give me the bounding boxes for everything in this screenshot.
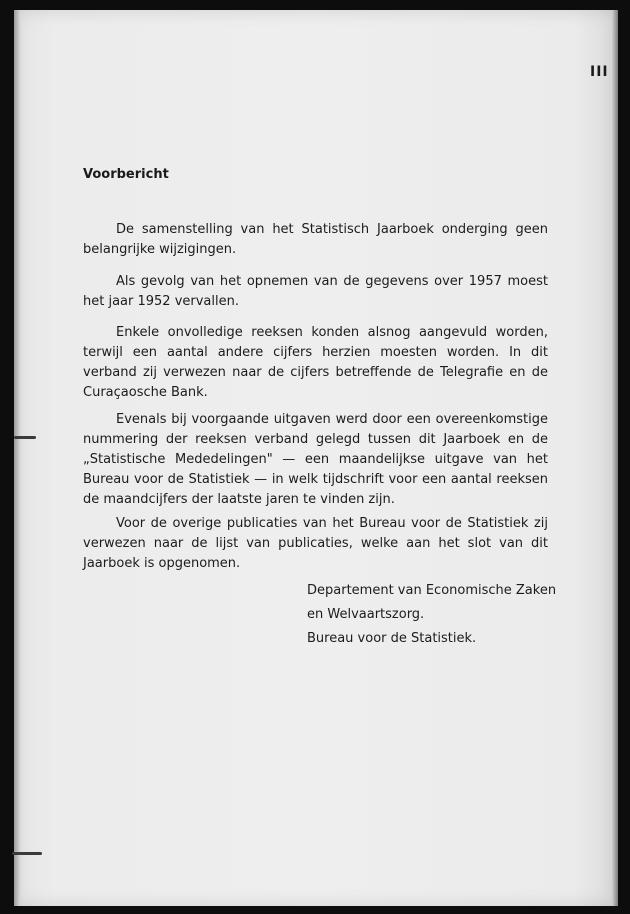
paragraph-1 [83,220,548,260]
paragraph-text: Enkele onvolledige reeksen konden alsnog aangevuld worden, terwijl een aantal andere cijfers herzien moesten worden. In dit verband zij verwezen naar de cijfers betreffende de Telegrafie en de Curaçaosche Bank. [83,325,548,400]
paragraph-text: De samenstelling van het Statistisch Jaarboek onderging geen belangrijke wijzigingen. [83,222,548,257]
paragraph-text: Evenals bij voorgaande uitgaven werd door een overeenkomstige nummering der reeksen verband gelegd tussen dit Jaarboek en de „Statistische Mededelingen" — een maandelijkse uitgave van het Bureau voor de Statistiek — in welk tijdschrift voor een aantal reeksen de maandcijfers der laatste jaren te vinden zijn. [83,412,548,507]
paragraph-3 [83,323,548,403]
signature-line: en Welvaartszorg. [307,607,425,622]
binding-staple-top [14,436,36,439]
binding-staple-bottom [12,852,42,855]
paragraph-text: Voor de overige publicaties van het Bureau voor de Statistiek zij verwezen naar de lijst van publicaties, welke aan het slot van dit Jaarboek is opgenomen. [83,516,548,571]
page-number: III [590,64,609,80]
page-right-edge [612,10,618,906]
signature-block [307,579,556,651]
paragraph-4 [83,410,548,510]
paragraph-5 [83,514,548,574]
signature-line: Departement van Economische Zaken [307,583,557,598]
binding-edge [14,10,20,906]
page-title: Voorbericht [83,167,169,182]
signature-line: Bureau voor de Statistiek. [307,631,477,646]
paragraph-text: Als gevolg van het opnemen van de gegevens over 1957 moest het jaar 1952 vervallen. [83,274,548,309]
paragraph-2 [83,272,548,312]
